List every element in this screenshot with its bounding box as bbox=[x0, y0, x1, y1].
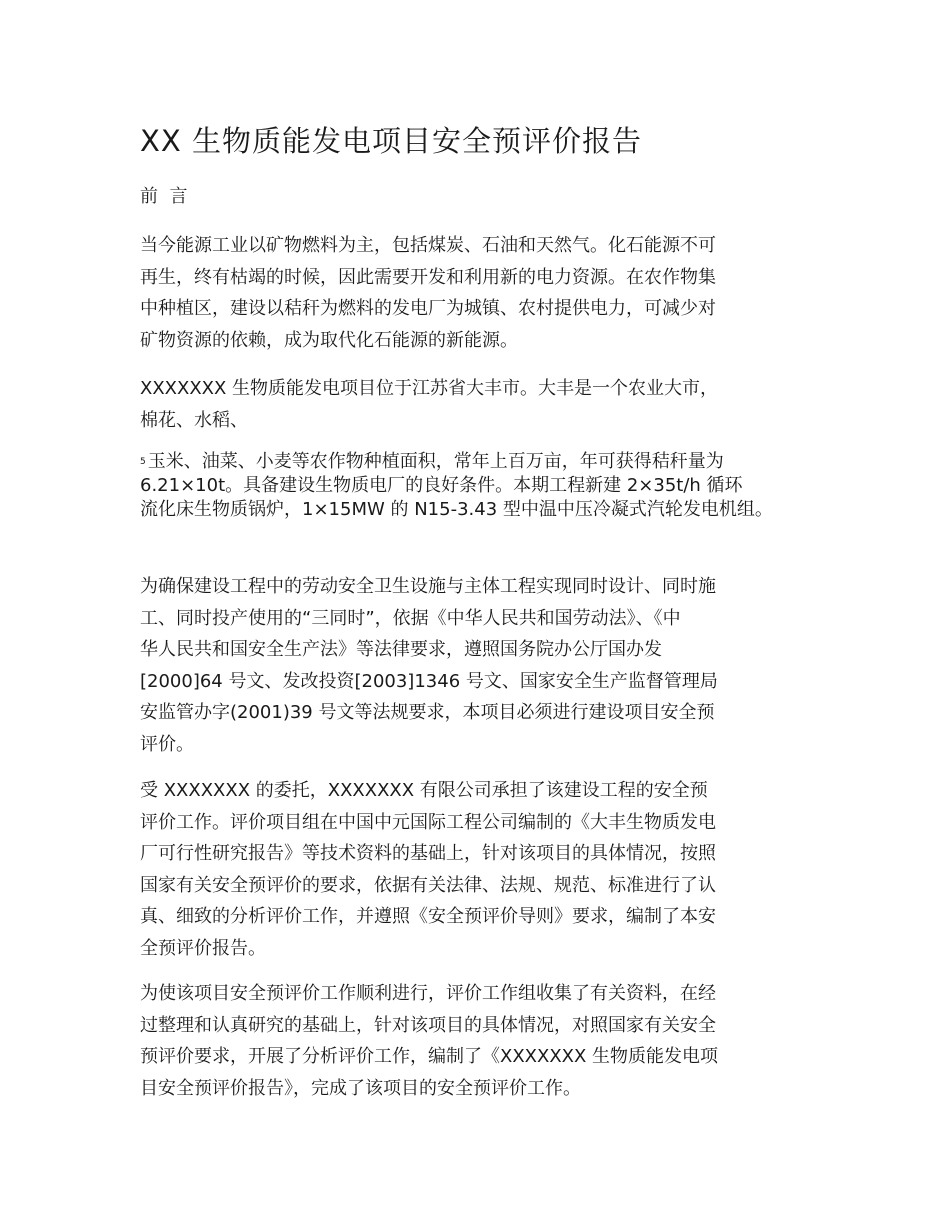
project-scale-line-2: 6.21×10t。具备建设生物质电厂的良好条件。本期工程新建 2×35t/h 循环 bbox=[140, 475, 743, 496]
paragraph-project-location: XXXXXXX 生物质能发电项目位于江苏省大丰市。大丰是一个农业大市， 棉花、水稻、 bbox=[140, 378, 719, 431]
project-scale-line-1 bbox=[140, 450, 820, 474]
paragraph-energy-background: 当今能源工业以矿物燃料为主，包括煤炭、石油和天然气。化石能源不可 再生，终有枯竭的时候，因此需要开发和利用新的电力资源。在农作物集 中种植区，建设以秸秆为燃料的发电厂为城镇、农村提供电力，可减少对 矿物资源的依赖，成为取代化石能源的新能源。 bbox=[140, 235, 716, 351]
project-scale-line-3: 流化床生物质锅炉，1×15MW 的 N15-3.43 型中温中压冷凝式汽轮发电机组。 bbox=[140, 499, 773, 520]
preface-heading: 前 言 bbox=[140, 186, 188, 207]
paragraph-work-summary: 为使该项目安全预评价工作顺利进行，评价工作组收集了有关资料，在经 过整理和认真研究的基础上，针对该项目的具体情况，对照国家有关安全 预评价要求，开展了分析评价工作，编制了《XXXXXXX 生物质能发电项 目安全预评价报告》，完成了该项目的安全预评价工作。 bbox=[140, 983, 719, 1099]
paragraph-project-scale bbox=[140, 450, 820, 522]
project-scale-text-1: 玉米、油菜、小麦等农作物种植面积，常年上百万亩，年可获得秸秆量为 bbox=[147, 451, 724, 472]
paragraph-legal-basis: 为确保建设工程中的劳动安全卫生设施与主体工程实现同时设计、同时施 工、同时投产使用的“三同时”，依据《中华人民共和国劳动法》、《中 华人民共和国安全生产法》等法律要求，遵照国务院办公厅国办发 [2000]64 号文、发改投资[2003]1346 号文、国家安全生产监督管理局 安监管办字(2001)39 号文等法规要求，本项目必须进行建设项目安全预 评价。 bbox=[140, 576, 718, 755]
paragraph-commission: 受 XXXXXXX 的委托，XXXXXXX 有限公司承担了该建设工程的安全预 评价工作。评价项目组在中国中元国际工程公司编制的《大丰生物质发电 厂可行性研究报告》等技术资料的基础上，针对该项目的具体情况，按照 国家有关安全预评价的要求，依据有关法律、法规、规范、标准进行了认 真、细致的分析评价工作，并遵照《安全预评价导则》要求，编制了本安 全预评价报告。 bbox=[140, 780, 716, 959]
footnote-marker: 5 bbox=[140, 457, 146, 467]
document-title: XX 生物质能发电项目安全预评价报告 bbox=[140, 124, 642, 158]
